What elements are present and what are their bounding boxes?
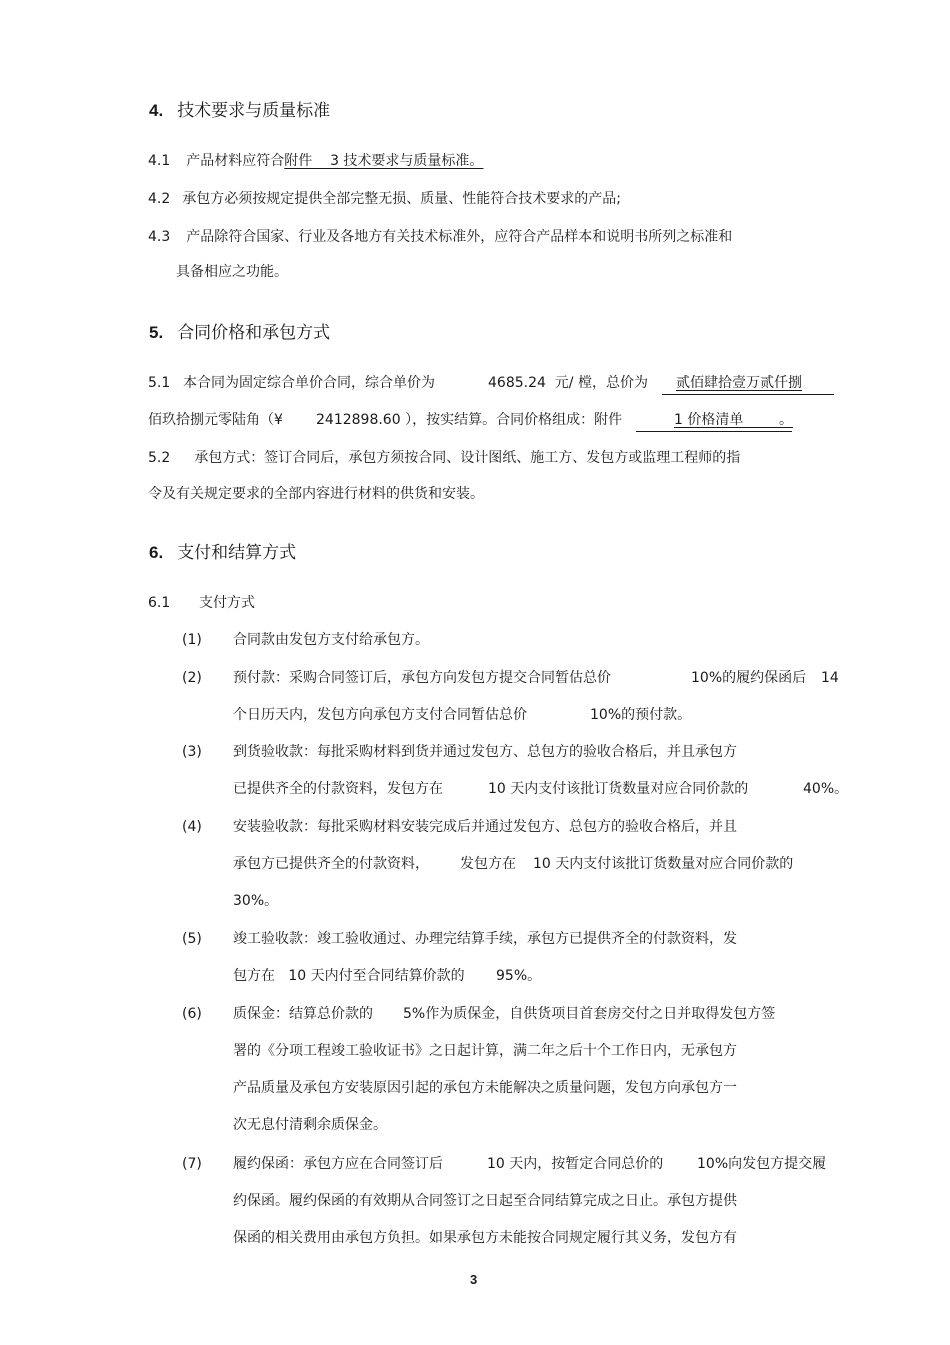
item-text: 约保函。履约保函的有效期从合同签订之日起至合同结算完成之日止。承包方提供: [233, 1193, 737, 1209]
clause-underlined-text: 附件 3 技术要求与质量标准。: [284, 153, 484, 169]
item-number: (1): [182, 632, 202, 648]
price-list-reference: 1 价格清单 。: [674, 412, 793, 428]
item-number: (5): [182, 931, 202, 947]
item-text: 质保金：结算总价款的: [233, 1006, 373, 1022]
clause-6-1-number: 6.1: [148, 595, 171, 611]
clause-4-3-line-2: 具备相应之功能。: [176, 264, 288, 280]
page-number: 3: [470, 1272, 478, 1287]
item-number: (7): [182, 1156, 202, 1172]
clause-6-1-title: 支付方式: [199, 595, 255, 611]
item-text: 已提供齐全的付款资料，发包方在: [233, 781, 443, 797]
item-text: 10 天内支付该批订货数量对应合同价款的: [533, 856, 794, 872]
section-title: 技术要求与质量标准: [177, 101, 331, 121]
clause-number: 4.3: [148, 229, 171, 245]
item-text: 署的《分项工程竣工验收证书》之日起计算，满二年之后十个工作日内，无承包方: [233, 1043, 737, 1059]
item-text: 安装验收款：每批采购材料安装完成后并通过发包方、总包方的验收合格后，并且: [233, 819, 737, 835]
item-text: 个日历天内，发包方向承包方支付合同暂估总价: [233, 707, 527, 723]
item-number: (2): [182, 670, 202, 686]
item-text: 次无息付清剩余质保金。: [233, 1117, 387, 1133]
item-number: (4): [182, 819, 202, 835]
item-text: 履约保函：承包方应在合同签订后: [233, 1156, 443, 1172]
item-text: 95%。: [496, 968, 542, 984]
price-composition-text: 2412898.60 ），按实结算。合同价格组成：附件: [316, 412, 623, 428]
section-number: 5.: [149, 323, 164, 342]
clause-5-1-number: 5.1: [148, 375, 171, 391]
item-text: 承包方已提供齐全的付款资料，: [233, 856, 429, 872]
item-text: 10 天内支付该批订货数量对应合同价款的: [488, 781, 749, 797]
item-text: 10%的预付款。: [590, 707, 692, 723]
item-text: 10%向发包方提交履: [697, 1156, 827, 1172]
unit-price-text: 4685.24 元/ 樘，总价为: [488, 375, 648, 391]
section-title: 合同价格和承包方式: [177, 323, 331, 343]
item-text: 到货验收款：每批采购材料到货并通过发包方、总包方的验收合格后，并且承包方: [233, 744, 737, 760]
total-price-words-1: 贰佰肆拾壹万贰仟捌: [676, 375, 802, 391]
clause-5-2-line-2: 令及有关规定要求的全部内容进行材料的供货和安装。: [148, 486, 484, 502]
clause-text: 产品除符合国家、行业及各地方有关技术标准外，应符合产品样本和说明书所列之标准和: [186, 229, 733, 245]
item-text: 10 天内，按暂定合同总价的: [487, 1156, 664, 1172]
clause-number: 5.2: [148, 450, 171, 466]
underline: [636, 431, 792, 432]
section-number: 6.: [149, 543, 164, 562]
item-text: 30%。: [233, 893, 279, 909]
clause-number: 4.2: [148, 191, 171, 207]
clause-number: 4.1: [148, 153, 171, 169]
clause-text: 承包方必须按规定提供全部完整无损、质量、性能符合技术要求的产品;: [182, 191, 621, 207]
clause-5-2: [148, 449, 740, 467]
item-text: 10%的履约保函后: [691, 670, 807, 686]
section-5-heading: [149, 322, 330, 344]
clause-4-1: [148, 152, 483, 170]
item-text: 保函的相关费用由承包方负担。如果承包方未能按合同规定履行其义务，发包方有: [233, 1230, 737, 1246]
item-text: 合同款由发包方支付给承包方。: [233, 632, 429, 648]
clause-text: 承包方式：签订合同后，承包方须按合同、设计图纸、施工方、发包方或监理工程师的指: [194, 450, 741, 466]
section-title: 支付和结算方式: [177, 543, 297, 563]
item-text: 预付款：采购合同签订后，承包方向发包方提交合同暂估总价: [233, 670, 611, 686]
item-text: 14: [821, 670, 839, 686]
item-text: 5%作为质保金，自供货项目首套房交付之日并取得发包方签: [403, 1006, 776, 1022]
clause-4-3: [148, 228, 732, 246]
clause-text: 产品材料应符合: [186, 153, 285, 169]
total-price-words-2: 佰玖拾捌元零陆角（¥: [148, 412, 283, 428]
section-4-heading: [149, 100, 330, 122]
item-text: 40%。: [803, 781, 849, 797]
section-6-heading: [149, 542, 296, 564]
item-text: 发包方在: [460, 856, 516, 872]
clause-4-2: [148, 190, 621, 208]
underline: [662, 394, 834, 395]
item-number: (3): [182, 744, 202, 760]
item-text: 包方在 10 天内付至合同结算价款的: [233, 968, 465, 984]
section-number: 4.: [149, 101, 164, 120]
item-text: 竣工验收款：竣工验收通过、办理完结算手续，承包方已提供齐全的付款资料，发: [233, 931, 737, 947]
item-text: 产品质量及承包方安装原因引起的承包方未能解决之质量问题，发包方向承包方一: [233, 1080, 737, 1096]
item-number: (6): [182, 1006, 202, 1022]
clause-5-1-text: 本合同为固定综合单价合同，综合单价为: [183, 375, 435, 391]
